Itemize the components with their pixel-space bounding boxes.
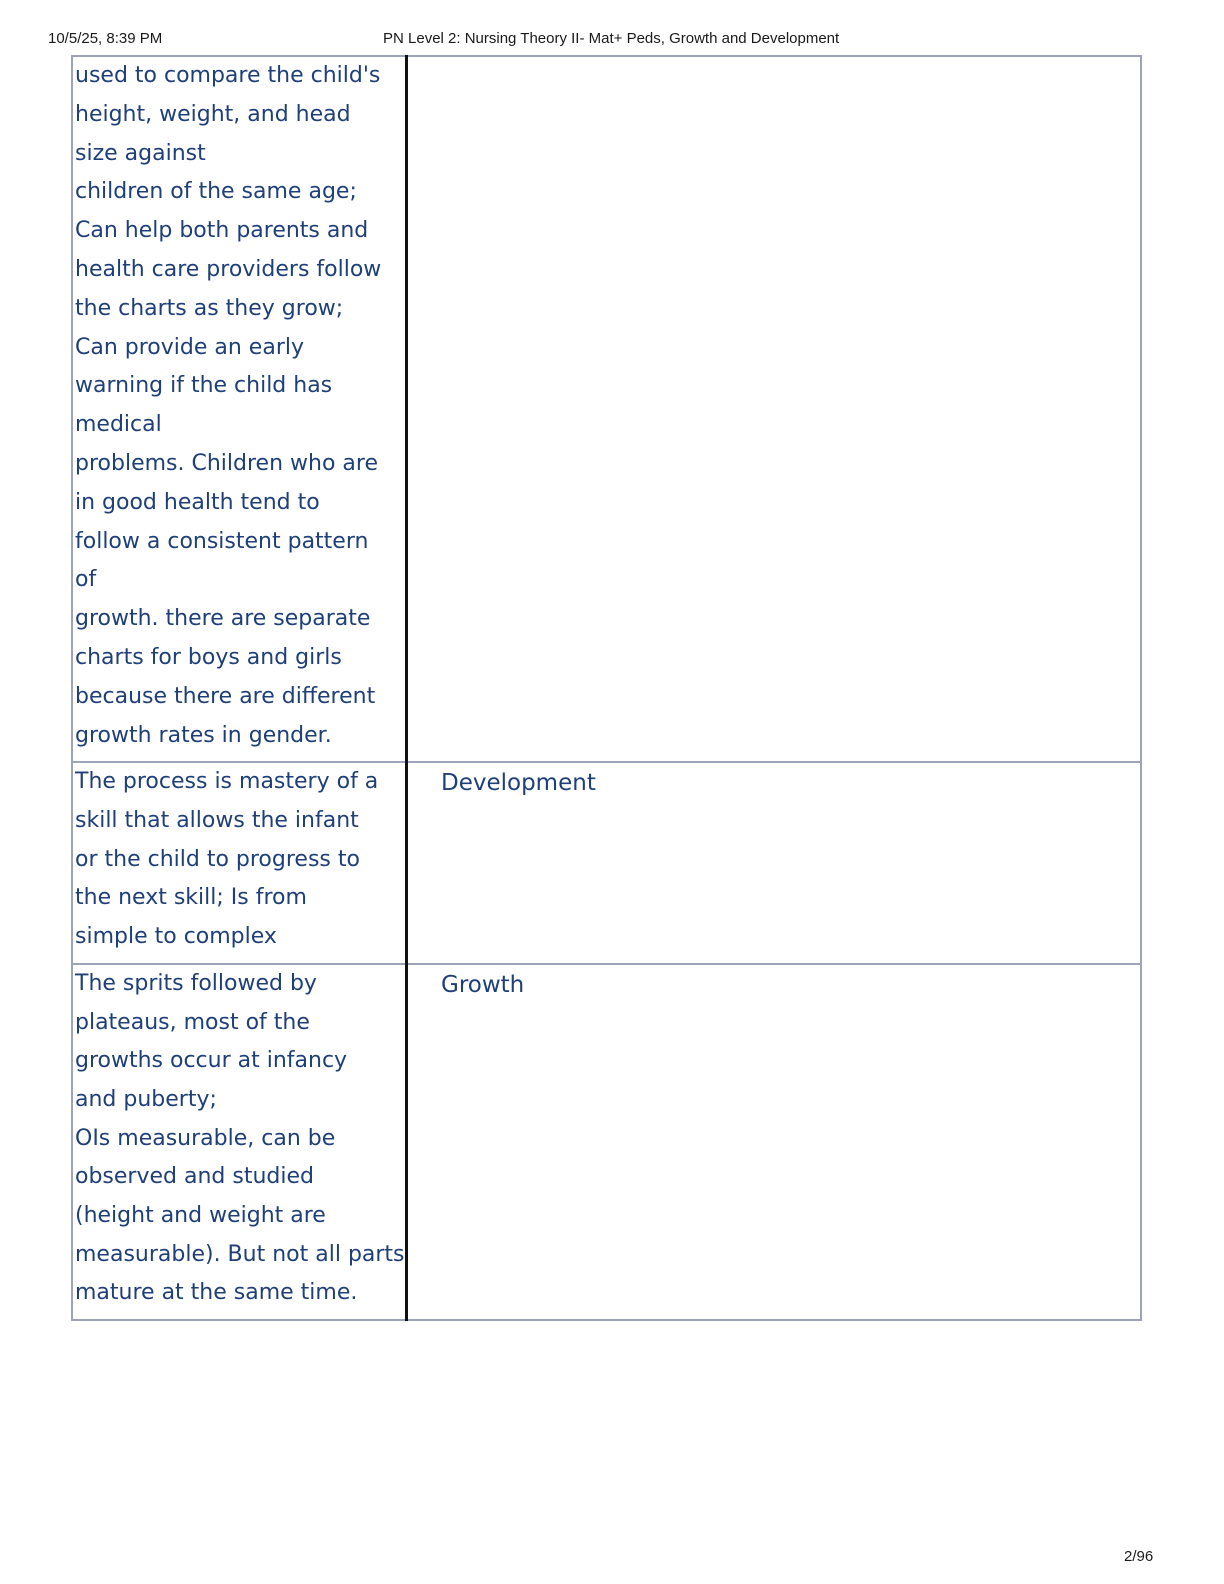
term-line: growths occur at infancy (75, 1048, 348, 1074)
term-line: The process is mastery of a (75, 769, 379, 795)
term-line: or the child to progress to (75, 846, 360, 872)
term-line: growth rates in gender. (75, 722, 332, 748)
page-number: 2/96 (1124, 1548, 1154, 1565)
card-term (72, 762, 407, 964)
card-row (72, 56, 1141, 762)
term-line: mature at the same time. (75, 1280, 358, 1306)
print-datetime: 10/5/25, 8:39 PM (48, 30, 163, 47)
card-answer (407, 964, 1142, 1320)
term-line: children of the same age; (75, 179, 357, 205)
term-line: Can help both parents and (75, 218, 369, 244)
term-line: observed and studied (75, 1164, 314, 1190)
term-line: measurable). But not all parts (75, 1241, 405, 1267)
term-line: the next skill; Is from (75, 885, 307, 911)
term-line: follow a consistent pattern (75, 528, 369, 554)
card-row (72, 964, 1141, 1320)
term-line: plateaus, most of the (75, 1009, 310, 1035)
term-line: in good health tend to (75, 489, 320, 515)
card-answer (407, 56, 1142, 762)
term-line: warning if the child has (75, 373, 333, 399)
term-line: growth. there are separate (75, 606, 371, 632)
term-line: size against (75, 140, 206, 166)
card-row (72, 762, 1141, 964)
term-line: problems. Children who are (75, 450, 378, 476)
card-answer (407, 762, 1142, 964)
term-line: The sprits followed by (75, 970, 317, 996)
answer-text: Development (441, 770, 596, 797)
term-line: used to compare the child's (75, 63, 381, 88)
term-line: the charts as they grow; (75, 295, 344, 321)
term-line: simple to complex (75, 924, 277, 950)
term-line: health care providers follow (75, 256, 382, 282)
term-line: of (75, 567, 97, 593)
term-line: (height and weight are (75, 1203, 326, 1229)
card-term (72, 964, 407, 1320)
page-title: PN Level 2: Nursing Theory II- Mat+ Peds, Growth and Development (383, 30, 840, 47)
term-line: charts for boys and girls (75, 644, 342, 670)
term-line: OIs measurable, can be (75, 1125, 336, 1151)
card-term (72, 56, 407, 762)
flashcard-table (71, 55, 1142, 1321)
term-line: skill that allows the infant (75, 808, 359, 834)
term-line: Can provide an early (75, 334, 305, 360)
term-line: medical (75, 412, 162, 438)
term-line: because there are different (75, 683, 376, 709)
term-line: and puberty; (75, 1086, 217, 1112)
term-line: height, weight, and head (75, 101, 351, 127)
answer-text: Growth (441, 971, 525, 998)
